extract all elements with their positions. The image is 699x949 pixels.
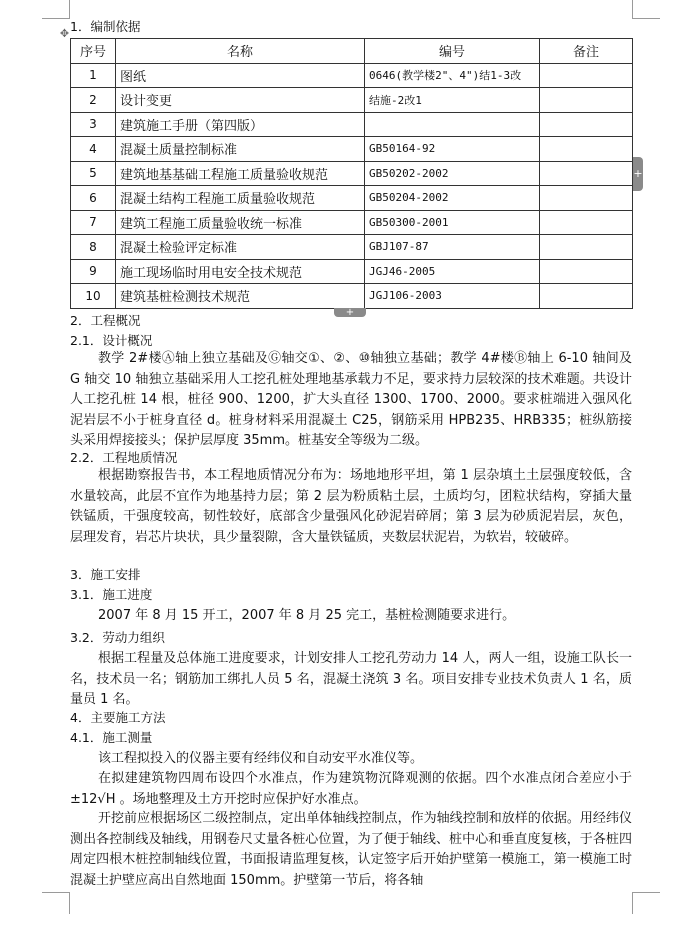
subheading-design: 2.1．设计概况 <box>70 333 153 348</box>
paragraph-labor: 根据工程量及总体施工进度要求，计划安排人工挖孔劳动力 14 人，两人一组，设施工队长一名，技术员一名；钢筋加工绑扎人员 5 名，混凝土浇筑 3 名。项目安排专业技术负责人 1 名，质量员 1 名。 <box>70 651 632 707</box>
row-code: GB50202-2002 <box>365 161 540 186</box>
row-code: GB50300-2001 <box>365 210 540 235</box>
table-row <box>71 63 633 88</box>
add-row-icon[interactable]: + <box>334 308 366 317</box>
row-name: 混凝土检验评定标准 <box>116 235 365 260</box>
header-no: 序号 <box>71 39 116 64</box>
row-no: 10 <box>71 284 116 309</box>
row-note <box>540 88 633 113</box>
table-row <box>71 112 633 137</box>
section-heading-basis: 1．编制依据 <box>70 19 141 34</box>
row-no: 7 <box>71 210 116 235</box>
basis-table <box>70 38 633 309</box>
crop-mark-bottom-right-h <box>632 892 660 893</box>
subheading-survey: 4.1．施工测量 <box>70 730 153 745</box>
row-no: 9 <box>71 259 116 284</box>
table-row <box>71 235 633 260</box>
table-row <box>71 186 633 211</box>
header-code: 编号 <box>365 39 540 64</box>
row-note <box>540 161 633 186</box>
row-no: 6 <box>71 186 116 211</box>
crop-mark-bottom-left-h <box>42 892 70 893</box>
row-name: 设计变更 <box>116 88 365 113</box>
paragraph-survey-axes: 开挖前应根据场区二级控制点，定出单体轴线控制点，作为轴线控制和放样的依据。用经纬仪测出各控制线及轴线，用钢卷尺丈量各桩心位置，为了便于轴线、桩中心和垂直度复核，于各桩四周定四根木桩控制轴线位置，书面报请监理复核，认定签字后开始护壁第一模施工，第一模施工时混凝土护壁应高出自然地面 150mm。护壁第一节后，将各轴 <box>70 811 632 888</box>
section-heading-methods: 4．主要施工方法 <box>70 710 166 725</box>
crop-mark-bottom-left-v <box>69 892 70 914</box>
row-code: JGJ106-2003 <box>365 284 540 309</box>
table-row <box>71 137 633 162</box>
subheading-geology: 2.2．工程地质情况 <box>70 450 178 465</box>
row-name: 施工现场临时用电安全技术规范 <box>116 259 365 284</box>
table-row <box>71 161 633 186</box>
row-code: GBJ107-87 <box>365 235 540 260</box>
table-row <box>71 88 633 113</box>
row-note <box>540 186 633 211</box>
row-note <box>540 63 633 88</box>
section-heading-arrangement: 3．施工安排 <box>70 567 141 582</box>
row-name: 图纸 <box>116 63 365 88</box>
paragraph-schedule: 2007 年 8 月 15 开工，2007 年 8 月 25 完工，基桩检测随要求进行。 <box>98 608 516 623</box>
row-no: 2 <box>71 88 116 113</box>
row-code: 结施-2改1 <box>365 88 540 113</box>
row-name: 建筑基桩检测技术规范 <box>116 284 365 309</box>
subheading-schedule: 3.1．施工进度 <box>70 587 153 602</box>
paragraph-survey-instruments: 该工程拟投入的仪器主要有经纬仪和自动安平水准仪等。 <box>98 751 424 766</box>
crop-mark-top-right-h <box>632 18 660 19</box>
row-name: 混凝土结构工程施工质量验收规范 <box>116 186 365 211</box>
row-code <box>365 112 540 137</box>
row-code: GB50204-2002 <box>365 186 540 211</box>
table-row <box>71 259 633 284</box>
crop-mark-top-left-h <box>42 18 70 19</box>
move-handle-icon[interactable]: ✥ <box>59 27 70 40</box>
row-code: 0646(教学楼2"、4")结1-3改 <box>365 63 540 88</box>
row-note <box>540 235 633 260</box>
row-note <box>540 259 633 284</box>
row-no: 1 <box>71 63 116 88</box>
section-heading-overview: 2．工程概况 <box>70 313 141 328</box>
row-no: 3 <box>71 112 116 137</box>
row-code: GB50164-92 <box>365 137 540 162</box>
row-note <box>540 284 633 309</box>
row-note <box>540 112 633 137</box>
crop-mark-top-right-v <box>632 0 633 19</box>
header-note: 备注 <box>540 39 633 64</box>
table-row <box>71 284 633 309</box>
paragraph-survey-benchmarks: 在拟建建筑物四周布设四个水准点，作为建筑物沉降观测的依据。四个水准点闭合差应小于±12√H 。场地整理及土方开挖时应保护好水准点。 <box>70 771 632 807</box>
add-column-icon[interactable]: + <box>633 157 643 191</box>
row-name: 建筑施工手册（第四版） <box>116 112 365 137</box>
row-note <box>540 210 633 235</box>
table-header-row <box>71 39 633 64</box>
row-name: 建筑工程施工质量验收统一标准 <box>116 210 365 235</box>
row-no: 8 <box>71 235 116 260</box>
table-row <box>71 210 633 235</box>
row-no: 4 <box>71 137 116 162</box>
row-name: 混凝土质量控制标准 <box>116 137 365 162</box>
row-note <box>540 137 633 162</box>
subheading-labor: 3.2．劳动力组织 <box>70 630 165 645</box>
crop-mark-bottom-right-v <box>632 892 633 914</box>
crop-mark-top-left-v <box>69 0 70 19</box>
paragraph-design: 教学 2#楼Ⓐ轴上独立基础及Ⓖ轴交①、②、⑩轴独立基础；教学 4#楼Ⓑ轴上 6-10 轴间及 G 轴交 10 轴独立基础采用人工挖孔桩处理地基承载力不足，要求持力层较深的技术难题。共设计人工挖孔桩 14 根，桩径 900、1200，扩大头直径 1300、1700、2000。要求桩端进入强风化泥岩层不小于桩身直径 d。桩身材料采用混凝土 C25，钢筋采用 HPB235、HRB335；桩纵筋接头采用焊接接头；保护层厚度 35mm。桩基安全等级为二级。 <box>70 351 632 448</box>
row-no: 5 <box>71 161 116 186</box>
row-code: JGJ46-2005 <box>365 259 540 284</box>
row-name: 建筑地基基础工程施工质量验收规范 <box>116 161 365 186</box>
paragraph-geology: 根据勘察报告书，本工程地质情况分布为：场地地形平坦，第 1 层杂填土土层强度较低，含水量较高，此层不宜作为地基持力层；第 2 层为粉质粘土层，土质均匀，团粒状结构，穿插大量铁锰质，干强度较高，韧性较好，底部含少量强风化砂泥岩碎屑；第 3 层为砂质泥岩层，灰色，层理发育，岩芯片块状，具少量裂隙，含大量铁锰质，夹数层状泥岩，为软岩，较破碎。 <box>70 468 632 545</box>
header-name: 名称 <box>116 39 365 64</box>
